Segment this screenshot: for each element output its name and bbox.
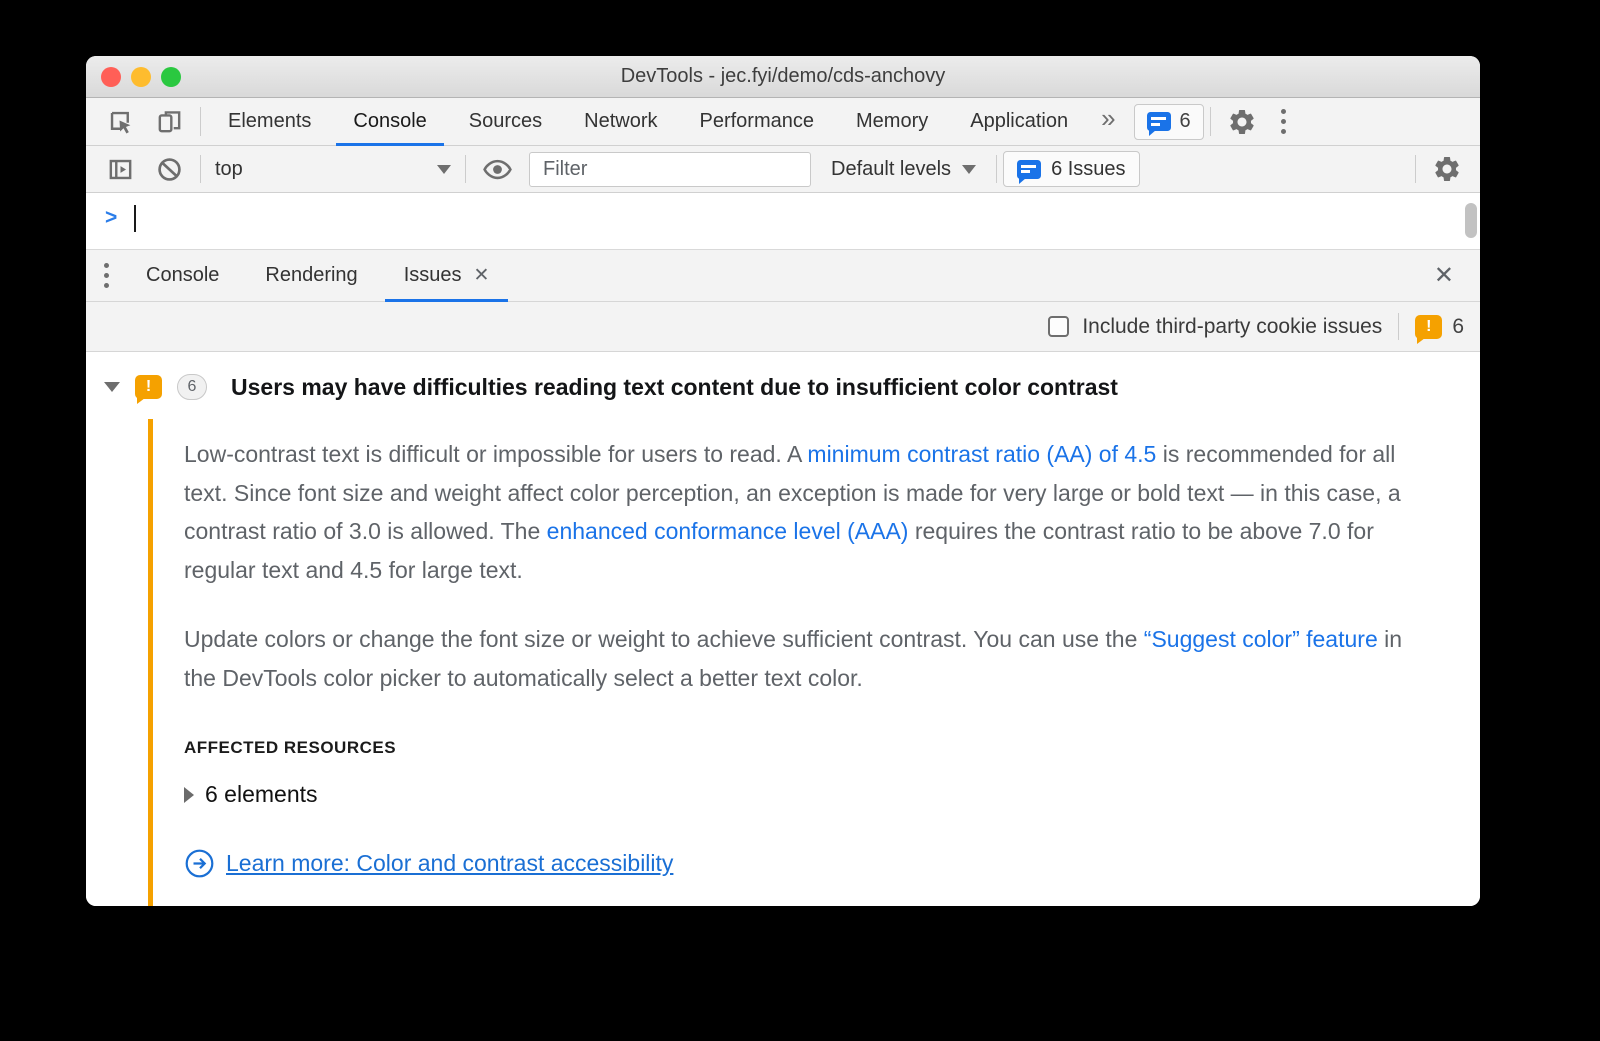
circled-arrow-icon — [184, 848, 215, 879]
link-enhanced-conformance-level[interactable]: enhanced conformance level (AAA) — [546, 518, 909, 544]
device-toolbar-button[interactable] — [145, 98, 194, 145]
drawer-menu-button[interactable] — [90, 260, 123, 291]
clear-console-button[interactable] — [145, 146, 194, 192]
elements-expand-toggle[interactable] — [184, 781, 1420, 808]
toolbar-separator — [200, 155, 201, 183]
issue-count-badge: 6 — [177, 374, 207, 400]
issue-header[interactable] — [86, 365, 1480, 409]
gear-icon — [1432, 154, 1462, 184]
toolbar-separator — [996, 155, 997, 183]
drawer-tab-issues[interactable] — [381, 250, 513, 301]
drawer-tabbar — [86, 250, 1480, 302]
zoom-window-button[interactable] — [161, 67, 181, 87]
messages-count: 6 — [1179, 110, 1191, 132]
issues-panel-content — [86, 352, 1480, 906]
chevron-down-icon — [962, 165, 976, 174]
message-bubble-icon — [1017, 160, 1041, 179]
traffic-lights — [101, 67, 181, 87]
paragraph-text: Update colors or change the font size or weight to achieve sufficient contrast. You can use the — [184, 626, 1144, 652]
affected-resources-heading: AFFECTED RESOURCES — [184, 738, 397, 757]
message-bubble-icon — [1147, 112, 1171, 131]
collapse-triangle-icon[interactable] — [104, 382, 120, 392]
devtools-window — [86, 56, 1480, 906]
toolbar-separator — [1415, 155, 1416, 183]
console-messages-counter-button[interactable] — [1134, 104, 1204, 140]
tab-sources[interactable]: Sources — [468, 110, 543, 132]
link-suggest-color-feature[interactable]: “Suggest color” feature — [1143, 626, 1378, 652]
log-levels-dropdown[interactable] — [817, 158, 990, 181]
learn-more-link[interactable]: Learn more: Color and contrast accessibility — [226, 850, 674, 876]
inspect-element-button[interactable] — [96, 98, 145, 145]
vertical-scrollbar-thumb[interactable] — [1465, 203, 1477, 238]
close-tab-icon[interactable]: ✕ — [473, 265, 490, 286]
live-expression-button[interactable] — [472, 146, 523, 192]
console-toolbar — [86, 146, 1480, 193]
filter-input[interactable] — [529, 152, 811, 187]
issue-description-paragraph-2 — [184, 620, 1420, 697]
eye-icon — [482, 154, 513, 185]
third-party-cookies-checkbox[interactable] — [1048, 316, 1069, 337]
console-prompt-chevron: > — [105, 206, 118, 229]
issue-title: Users may have difficulties reading text content due to insufficient color contrast — [231, 373, 1118, 400]
issue-body — [148, 419, 1480, 906]
toolbar-separator — [465, 155, 466, 183]
learn-more-row — [184, 848, 1420, 879]
drawer-tab-rendering[interactable]: Rendering — [265, 264, 358, 286]
sidebar-panel-icon — [106, 155, 135, 184]
drawer-tab-issues-label: Issues — [403, 264, 462, 286]
issues-counter-button[interactable] — [1003, 151, 1139, 187]
paragraph-text: in the DevTools color picker to automatically select a better text color. — [184, 626, 1403, 691]
levels-selected-value: Default levels — [831, 157, 952, 180]
issues-button-label: 6 Issues — [1051, 157, 1126, 180]
close-drawer-button[interactable]: ✕ — [1433, 262, 1454, 289]
toolbar-separator — [200, 107, 201, 136]
drawer-tab-console[interactable]: Console — [146, 264, 220, 286]
titlebar — [86, 56, 1480, 98]
issues-total-count: 6 — [1452, 314, 1464, 338]
third-party-cookies-label: Include third-party cookie issues — [1082, 314, 1383, 338]
tab-application[interactable]: Application — [970, 110, 1069, 132]
paragraph-text: is recommended for all text. Since font size and weight affect color perception, an exception is made for very large or bold text — in this case, a contrast ratio of 3.0 is allowed. The — [184, 441, 1401, 544]
warning-bubble-icon: ! — [135, 375, 162, 399]
elements-toggle-label: 6 elements — [205, 781, 318, 807]
tab-performance[interactable]: Performance — [699, 110, 814, 132]
close-window-button[interactable] — [101, 67, 121, 87]
toolbar-separator — [1210, 107, 1211, 136]
console-settings-button[interactable] — [1422, 146, 1472, 192]
tab-memory[interactable]: Memory — [856, 110, 929, 132]
window-title: DevTools - jec.fyi/demo/cds-anchovy — [620, 65, 946, 87]
paragraph-text: requires the contrast ratio to be above 7.0 for regular text and 4.5 for large text. — [184, 518, 1374, 583]
minimize-window-button[interactable] — [131, 67, 151, 87]
main-toolbar — [86, 98, 1480, 146]
settings-button[interactable] — [1217, 98, 1267, 145]
javascript-context-selector[interactable] — [207, 158, 459, 181]
paragraph-text: Low-contrast text is difficult or impossible for users to read. A — [184, 441, 808, 467]
context-selected-value: top — [215, 157, 243, 180]
console-prompt-area[interactable] — [86, 193, 1480, 250]
warning-bubble-icon: ! — [1415, 315, 1442, 339]
toolbar-separator — [1398, 313, 1399, 340]
tab-elements[interactable]: Elements — [228, 110, 312, 132]
inspect-cursor-icon — [106, 107, 135, 136]
device-toolbar-icon — [155, 107, 184, 136]
more-tabs-button[interactable]: » — [1101, 103, 1116, 133]
link-minimum-contrast-ratio[interactable]: minimum contrast ratio (AA) of 4.5 — [807, 441, 1157, 467]
tab-network[interactable]: Network — [584, 110, 658, 132]
clear-circle-slash-icon — [155, 155, 184, 184]
text-caret — [134, 205, 136, 232]
main-menu-button[interactable] — [1267, 106, 1300, 137]
expand-triangle-icon[interactable] — [184, 787, 194, 803]
chevron-down-icon — [437, 165, 451, 174]
tab-console[interactable]: Console — [332, 98, 447, 145]
console-sidebar-toggle-button[interactable] — [96, 146, 145, 192]
gear-icon — [1227, 107, 1257, 137]
issues-panel-toolbar — [86, 302, 1480, 352]
issue-description-paragraph-1 — [184, 435, 1420, 589]
